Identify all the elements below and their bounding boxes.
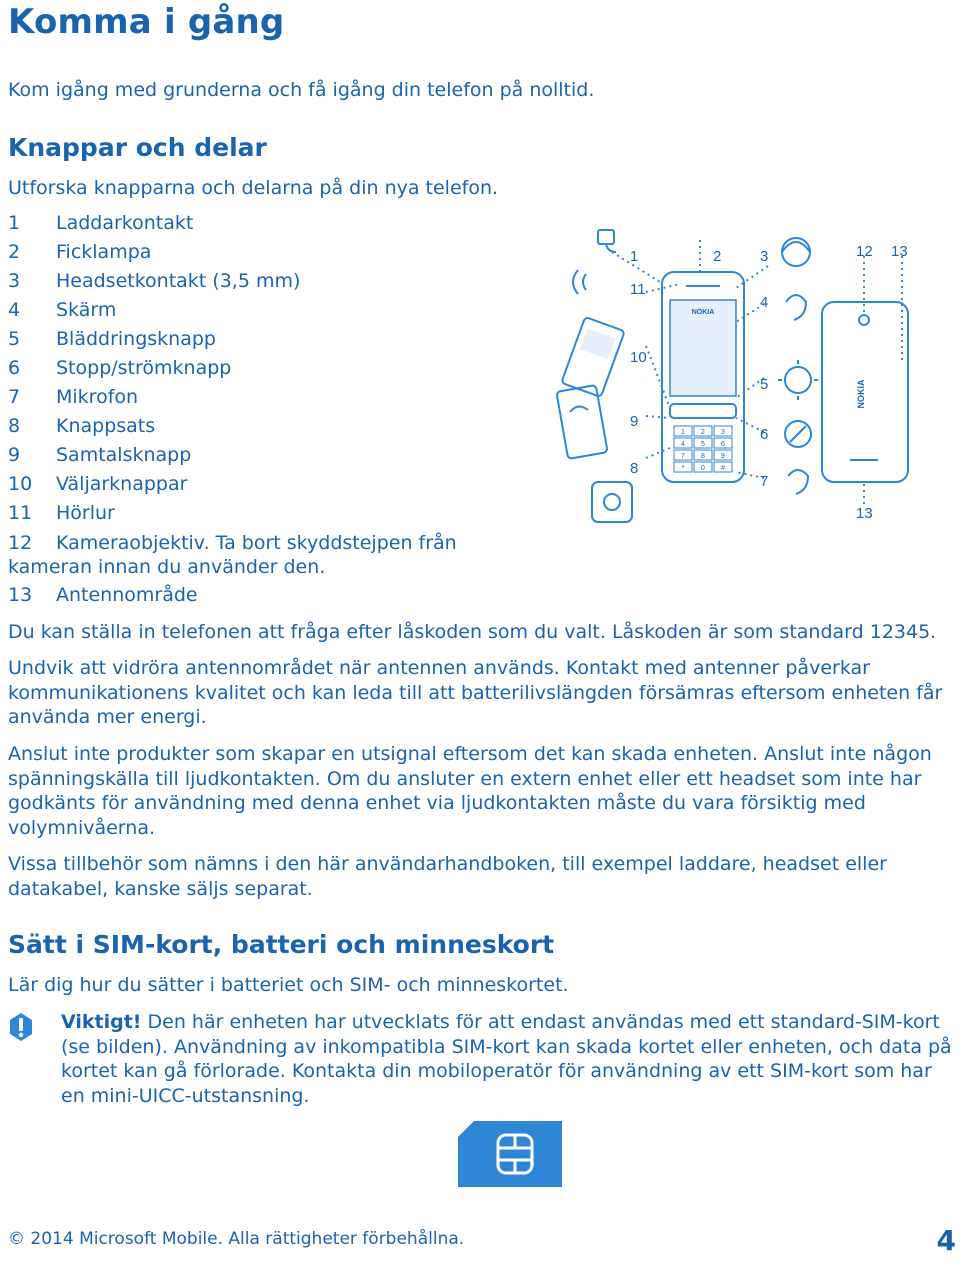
keypad-key-label: # [721, 465, 725, 472]
svg-text:2: 2 [713, 248, 722, 265]
phone-back-illustration [822, 302, 908, 482]
svg-text:7: 7 [760, 473, 769, 490]
list-item: 12 Kameraobjektiv. Ta bort skyddstejpen från kameran innan du använder den. [8, 532, 457, 578]
list-item: 1 Laddarkontakt [8, 212, 194, 234]
copyright-text: © 2014 Microsoft Mobile. Alla rättigheter förbehållna. [8, 1229, 465, 1249]
list-item: 8 Knappsats [8, 415, 156, 437]
warning-label: Viktigt! [61, 1011, 142, 1033]
list-item: 10 Väljarknappar [8, 473, 188, 495]
keypad-key-label: 0 [701, 465, 705, 472]
keypad-key-label: 1 [681, 429, 685, 436]
keypad-key-label: 5 [701, 441, 705, 448]
svg-text:9: 9 [630, 413, 639, 430]
list-item: 2 Ficklampa [8, 241, 152, 263]
list-item: 6 Stopp/strömknapp [8, 357, 232, 379]
section-intro-sim: Lär dig hur du sätter i batteriet och SIM- och minneskortet. [8, 974, 569, 996]
list-item: 4 Skärm [8, 299, 117, 321]
keypad-key-label: 2 [701, 429, 705, 436]
warning-icon [8, 1012, 34, 1042]
keypad-key-label: 8 [701, 453, 705, 460]
power-off-icon [785, 421, 811, 447]
svg-text:8: 8 [630, 460, 639, 477]
list-item: 5 Bläddringsknapp [8, 328, 216, 350]
svg-text:10: 10 [630, 349, 647, 366]
keypad-key-label: 9 [721, 453, 725, 460]
accessories-paragraph: Vissa tillbehör som nämns i den här användarhandboken, till exempel laddare, headset eller datakabel, kanske säljs separat. [8, 853, 887, 900]
svg-text:NOKIA: NOKIA [856, 379, 866, 409]
phone-parts-diagram [550, 222, 960, 532]
microphone-person-icon [788, 470, 808, 494]
svg-text:5: 5 [760, 376, 769, 393]
keypad-key-label: * [681, 465, 685, 472]
svg-text:4: 4 [760, 294, 769, 311]
finger-keypad-illustration [592, 482, 632, 522]
svg-text:3: 3 [760, 248, 769, 265]
svg-text:11: 11 [630, 281, 646, 298]
svg-text:12: 12 [856, 243, 873, 260]
svg-text:1: 1 [630, 248, 639, 265]
svg-text:13: 13 [856, 505, 873, 522]
audio-connector-paragraph: Anslut inte produkter som skapar en utsignal eftersom det kan skada enheten. Anslut inte någon spänningskälla till ljudkontakten. Om du ansluter en extern enhet eller ett headset som inte har godkänts för användning med denna enhet via ljudkontakten måste du vara försiktig med volymnivåerna. [8, 743, 932, 839]
ear-icon [786, 295, 806, 320]
list-item: 3 Headsetkontakt (3,5 mm) [8, 270, 301, 292]
list-item: 13 Antennområde [8, 584, 198, 606]
lock-code-paragraph: Du kan ställa in telefonen att fråga efter låskoden som du valt. Låskoden är som standard 12345. [8, 621, 937, 643]
list-item: 7 Mikrofon [8, 386, 139, 408]
headset-person-icon [782, 238, 810, 266]
phone-front-illustration [662, 272, 744, 482]
warning-paragraph [61, 1010, 953, 1108]
warning-text: Den här enheten har utvecklats för att endast användas med ett standard-SIM-kort (se bilden). Användning av inkompatibla SIM-kort kan skada kortet eller enheten, och data på kortet kan gå förlorade. Kontakta din mobiloperatör för användning av ett SIM-kort som har en mini-UICC-utstansning. [61, 1011, 952, 1107]
keypad-key-label: 6 [721, 441, 725, 448]
sim-card-icon [458, 1121, 562, 1187]
hand-call-icon [573, 270, 586, 294]
section-heading-sim: Sätt i SIM-kort, batteri och minneskort [8, 930, 555, 959]
section-heading-buttons: Knappar och delar [8, 133, 267, 162]
page-intro: Kom igång med grunderna och få igång din telefon på nolltid. [8, 79, 595, 101]
keypad [674, 426, 732, 472]
keypad-key-label: 3 [721, 429, 725, 436]
list-item: 9 Samtalsknapp [8, 444, 192, 466]
page-number: 4 [936, 1224, 956, 1257]
antenna-paragraph: Undvik att vidröra antennområdet när antennen används. Kontakt med antenner påverkar kommunikationens kvalitet och kan leda till att batterilivslängden försämras eftersom enheten får använda mer energi. [8, 657, 943, 728]
svg-text:NOKIA: NOKIA [691, 309, 715, 316]
svg-text:13: 13 [891, 243, 908, 260]
section-intro-buttons: Utforska knapparna och delarna på din nya telefon. [8, 177, 499, 199]
navigation-key-icon [778, 360, 818, 400]
svg-text:6: 6 [760, 426, 769, 443]
keypad-key-label: 7 [681, 453, 685, 460]
list-item: 11 Hörlur [8, 502, 115, 524]
keypad-key-label: 4 [681, 441, 685, 448]
charger-plug-icon [598, 230, 616, 252]
page-title: Komma i gång [8, 2, 285, 42]
